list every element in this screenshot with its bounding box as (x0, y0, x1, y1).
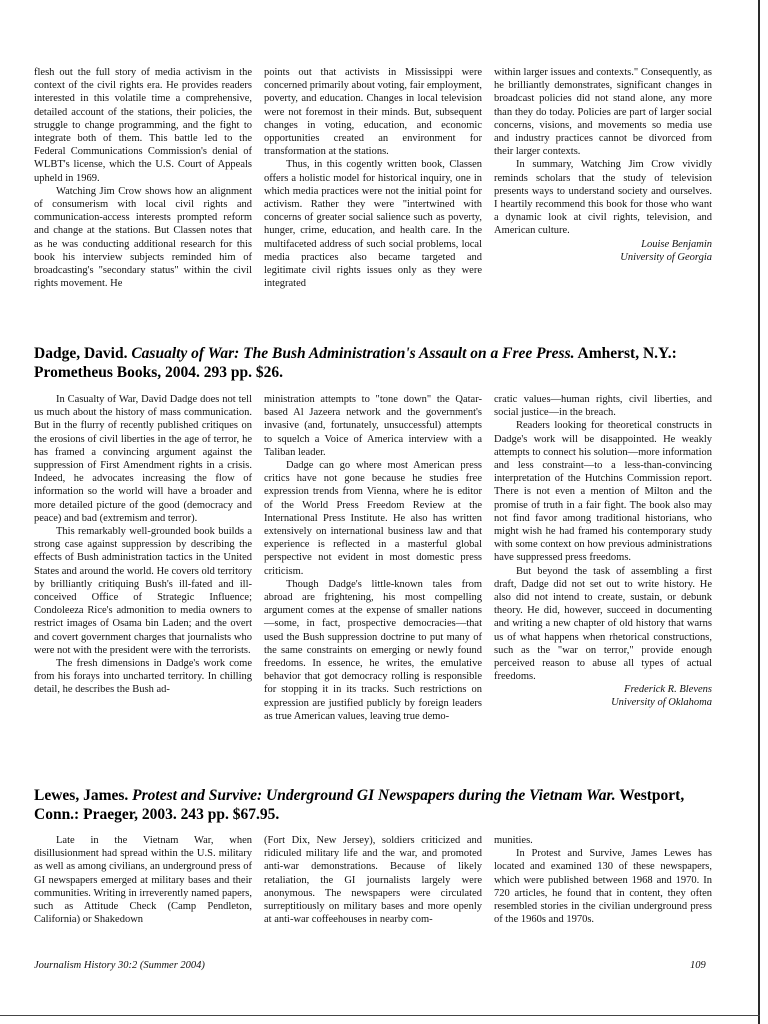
paragraph: points out that activists in Mississippi were concerned primarily about voting, fair employment, poverty, and education. Changes in local television were not foremost in their minds. But, subsequent changes in voting, education, and economic opportunities created an environment for transformation at the stations. (264, 67, 482, 158)
page-number: 109 (690, 960, 706, 971)
review2-column-2 (264, 393, 482, 723)
book-title: Casualty of War: The Bush Administration's Assault on a Free Press. (131, 345, 575, 362)
review1-column-3 (494, 66, 712, 290)
book-title: Protest and Survive: Underground GI Newspapers during the Vietnam War. (132, 787, 616, 804)
journal-citation: Journalism History 30:2 (Summer 2004) (34, 960, 205, 971)
paragraph: munities. (494, 835, 533, 846)
book-author: Dadge, David. (34, 345, 128, 362)
paragraph: (Fort Dix, New Jersey), soldiers criticized and ridiculed military life and the war, and promoted anti-war demonstrations. Because of likely retaliation, the GI journalists largely were anonymous. The newspapers were circulated surreptitiously on military bases and more openly at anti-war coffeehouses in nearby com- (264, 835, 482, 926)
review2-column-3 (494, 393, 712, 723)
book-author: Lewes, James. (34, 787, 129, 804)
paragraph: This remarkably well-grounded book builds a strong case against suppression by describing the effects of Bush administration tactics in the United States and around the world. He covers old territory by brilliantly critiquing Bush's ill-fated and ill-conceived Office of Strategic Influence; Condoleeza Rice's admonition to media owners to restrict images of Osama bin Laden; and the overt and covert government charges that journalists who were not with the president were with the terrorists. (34, 526, 252, 656)
paragraph: In Protest and Survive, James Lewes has located and examined 130 of these newspapers, which were published between 1968 and 1970. In 720 articles, he found that in content, they often resembled stories in the civilian underground press of the 1960s and 1970s. (494, 848, 712, 926)
paragraph: In Casualty of War, David Dadge does not tell us much about the history of mass communication. But in the flurry of recently published critiques on the erosions of civil liberties in the age of terror, he has framed a convincing argument against the suppression of First Amendment rights in a crisis. Indeed, he advocates increasing the flow of information so the world will have a broader and more detailed picture of the good (democracy and peace) and bad (extremism and terror). (34, 394, 252, 524)
paragraph: But beyond the task of assembling a first draft, Dadge did not set out to write history. He also did not intend to create, sustain, or debunk theory. He did, however, succeed in documenting and writing a new chapter of old history that warns us of what happens when rhetorical constructions, such as the "war on terror," provide enough perceived reason to abuse all types of actual freedoms. (494, 565, 712, 683)
paragraph: Watching Jim Crow shows how an alignment of consumerism with local civil rights and communication-access interests prompted reform and change at the stations. But Classen notes that as he was conducting additional research for this book his interview subjects reminded him of broadcasting's "secondary status" within the civil rights movement. He (34, 185, 252, 290)
reviewer-name: Louise Benjamin (641, 238, 712, 250)
paragraph: within larger issues and contexts." Consequently, as he brilliantly demonstrates, significant changes in broadcast policies did not stand alone, any more than they do today. Policies are part of larger social concerns, visions, and movements so media use and industry practices cannot be divorced from their larger contexts. (494, 67, 712, 158)
reviewer-affiliation: University of Georgia (620, 251, 712, 263)
review1-body (34, 66, 714, 290)
scan-edge-right (758, 0, 760, 1024)
paragraph: Though Dadge's little-known tales from abroad are frightening, his most compelling argument comes at the expense of smaller nations—some, in fact, prospective democracies—that used the Bush suppression doctrine to put many of the same constraints on emerging or newly found freedoms. In essence, he writes, the emulative behavior that got democracy rolling is responsible for stopping it in its tracks. Such restrictions on expression are justified publicly by foreign leaders as true American values, leaving true demo- (264, 578, 482, 722)
reviewer-name: Frederick R. Blevens (624, 684, 712, 696)
review3-body (34, 834, 714, 926)
paragraph: Late in the Vietnam War, when disillusionment had spread within the U.S. military as well as among civilians, an underground press of GI newspapers emerged at military bases and their communities. Writing in irreverently named papers, such as Attitude Check (Camp Pendleton, California) or Shakedown (34, 835, 252, 926)
review3-heading (34, 786, 724, 824)
book-publisher: Westport, Conn.: Praeger, 2003. 243 pp. $67.95. (34, 787, 685, 823)
paragraph: Dadge can go where most American press critics have not gone because he studies free expression trends from Vienna, where he is editor of the World Press Freedom Review at the International Press Institute. He also has written extensively on international business law and that experience is reflected in a masterful global perspective not evident in most domestic press criticism. (264, 460, 482, 577)
paragraph: In summary, Watching Jim Crow vividly reminds scholars that the study of television presents ways to understand society and ourselves. I heartily recommend this book for those who want a dynamic look at civil rights, television, and American culture. (494, 159, 712, 237)
review2-heading (34, 344, 724, 382)
paragraph: The fresh dimensions in Dadge's work come from his forays into uncharted territory. In chilling detail, he describes the Bush ad- (34, 658, 252, 696)
review1-column-1 (34, 66, 252, 290)
scan-edge-bottom (0, 1015, 760, 1016)
paragraph: ministration attempts to "tone down" the Qatar-based Al Jazeera network and the government's invasive (and, fortunately, unsuccessful) attempts to squelch a Voice of America interview with a Taliban leader. (264, 394, 482, 458)
review2-body (34, 393, 714, 723)
review3-column-1 (34, 834, 252, 926)
paragraph: flesh out the full story of media activism in the context of the civil rights era. He provides readers interested in this volatile time a comprehensive, detailed account of the stations, their policies, the struggle to change programming, and the fight to integrate both of them. This battle led to the Federal Communications Commission's denial of WLBT's license, which the U.S. Court of Appeals upheld in 1969. (34, 67, 252, 184)
paragraph: Readers looking for theoretical constructs in Dadge's work will be disappointed. He weakly attempts to connect his solution—more information and less constraint—to a less-than-convincing interpretation of the Hutchins Commission report. There is not even a mention of Milton and the promise of truth in a fair fight. The book also may not find favor among traditional historians, who might wish he had framed his contemporary study with some context on how previous administrations have suppressed press freedoms. (494, 420, 712, 564)
book-publisher: Amherst, N.Y.: Prometheus Books, 2004. 293 pp. $26. (34, 345, 677, 381)
paragraph: Thus, in this cogently written book, Classen offers a holistic model for historical inquiry, one in which media practices were not the initial point for activism. Rather they were "intertwined with concerns of greater social salience such as poverty, hunger, crime, education, and health care. In the multifaceted address of such social problems, local media practices also became targeted and legitimate civil rights issues only as they were integrated (264, 159, 482, 290)
review3-column-2 (264, 834, 482, 926)
review2-column-1 (34, 393, 252, 723)
review1-column-2 (264, 66, 482, 290)
reviewer-affiliation: University of Oklahoma (611, 697, 712, 709)
paragraph: cratic values—human rights, civil liberties, and social justice—in the breach. (494, 394, 712, 419)
review3-column-3 (494, 834, 712, 926)
